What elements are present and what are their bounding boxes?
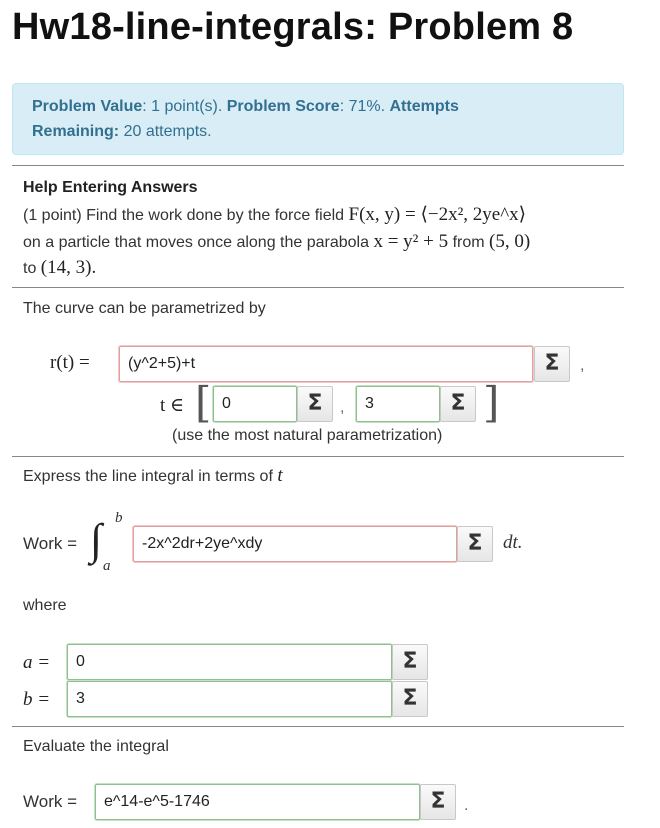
attempts-remaining-text: 20 attempts.	[119, 123, 212, 140]
equation-editor-sigma-icon[interactable]: Σ	[420, 784, 456, 820]
parametrization-note: (use the most natural parametrization)	[172, 427, 443, 444]
b-input[interactable]: 3	[67, 681, 392, 717]
integrand-input[interactable]: -2x^2dr+2ye^xdy	[133, 526, 457, 562]
equation-editor-sigma-icon[interactable]: Σ	[440, 386, 476, 422]
parabola-math: x = y² + 5	[373, 231, 449, 252]
part1-intro: The curve can be parametrized by	[23, 300, 266, 317]
page-title: Hw18-line-integrals: Problem 8	[12, 6, 574, 48]
part2-intro-var: t	[277, 465, 283, 486]
problem-score-text: : 71%.	[339, 98, 390, 115]
b-label: b =	[23, 689, 51, 710]
equation-editor-sigma-icon[interactable]: Σ	[392, 644, 428, 680]
part2-intro	[23, 466, 283, 487]
start-point-math: (5, 0)	[489, 231, 531, 252]
period: .	[464, 797, 469, 814]
divider	[12, 165, 624, 166]
end-point-math: (14, 3).	[40, 257, 97, 278]
comma: ,	[580, 357, 585, 374]
a-input[interactable]: 0	[67, 644, 392, 680]
work-label: Work =	[23, 534, 78, 553]
divider	[12, 287, 624, 288]
divider	[12, 456, 624, 457]
t-in-label: t ∈	[160, 395, 185, 416]
right-bracket: ]	[483, 378, 500, 427]
equation-editor-sigma-icon[interactable]: Σ	[392, 681, 428, 717]
divider	[12, 726, 624, 727]
equation-editor-sigma-icon[interactable]: Σ	[457, 526, 493, 562]
problem-value-label: Problem Value	[32, 98, 143, 115]
problem-statement-line-1	[23, 205, 643, 226]
dt-label: dt.	[503, 532, 523, 553]
integral-lower-limit: a	[103, 558, 111, 574]
t-lower-bound-input[interactable]: 0	[213, 386, 297, 422]
t-upper-bound-input[interactable]: 3	[356, 386, 440, 422]
comma: ,	[340, 399, 345, 416]
statement-from: from	[452, 234, 485, 251]
a-label: a =	[23, 652, 51, 673]
r-of-t-label: r(t) =	[50, 352, 90, 373]
problem-info-box	[12, 83, 624, 155]
part3-intro: Evaluate the integral	[23, 738, 169, 755]
problem-value-text: : 1 point(s).	[142, 98, 227, 115]
work-result-input[interactable]: e^14-e^5-1746	[95, 784, 420, 820]
statement-text-2: on a particle that moves once along the parabola	[23, 234, 370, 251]
statement-to: to	[23, 260, 37, 277]
force-field-math: F(x, y) = ⟨−2x², 2ye^x⟩	[348, 204, 527, 225]
left-bracket: [	[195, 378, 212, 427]
problem-score-label: Problem Score	[226, 98, 340, 115]
help-entering-answers-link[interactable]: Help Entering Answers	[23, 179, 198, 196]
remaining-label: Remaining:	[32, 123, 120, 140]
part2-intro-text: Express the line integral in terms of	[23, 468, 273, 485]
problem-statement-line-2	[23, 232, 643, 253]
equation-editor-sigma-icon[interactable]: Σ	[297, 386, 333, 422]
integral-upper-limit: b	[115, 510, 123, 526]
problem-statement-line-3	[23, 258, 96, 279]
attempts-label: Attempts	[389, 98, 459, 115]
statement-text-1: (1 point) Find the work done by the force field	[23, 207, 345, 224]
integral-sign-icon: ∫	[90, 515, 103, 564]
where-label: where	[23, 597, 67, 614]
equation-editor-sigma-icon[interactable]: Σ	[534, 346, 570, 382]
r-of-t-input[interactable]: (y^2+5)+t	[119, 346, 533, 382]
work-result-label: Work =	[23, 792, 78, 811]
